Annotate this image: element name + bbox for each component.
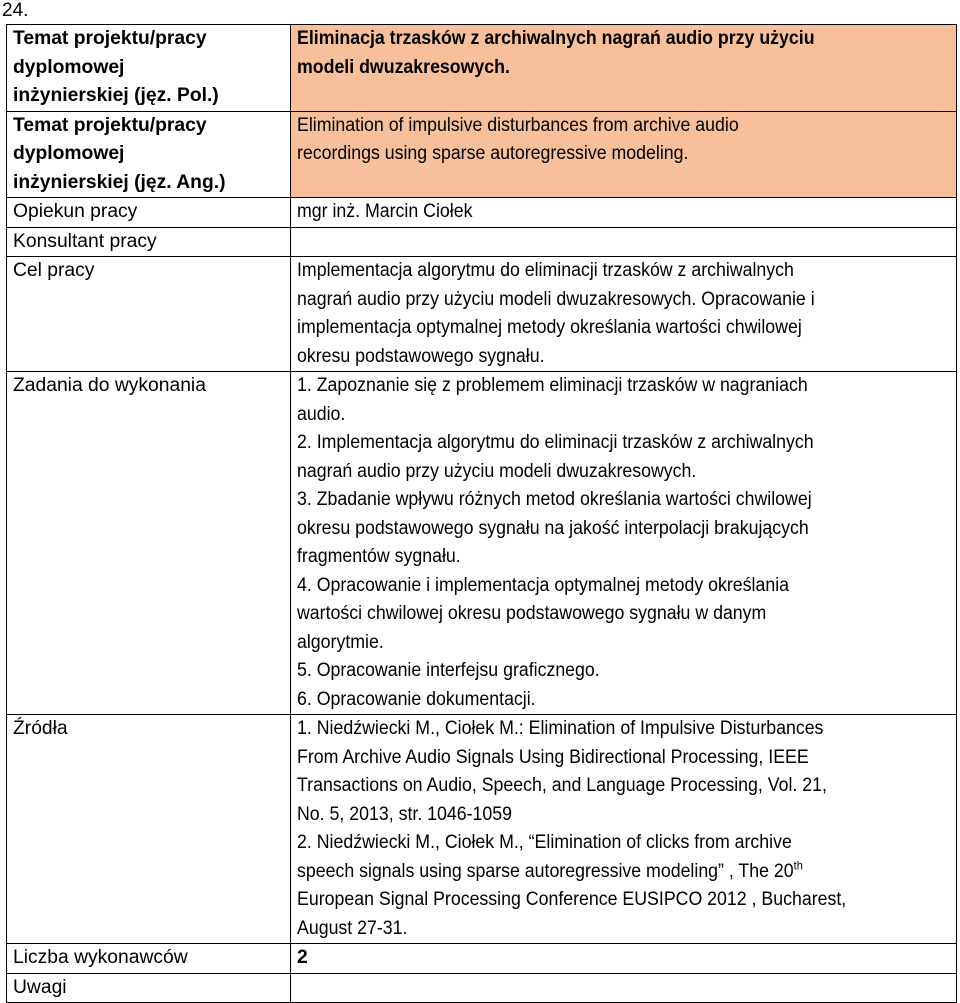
thesis-spec-table <box>6 24 957 1003</box>
value-supervisor: mgr inż. Marcin Ciołek <box>291 198 957 228</box>
value-topic-en: Elimination of impulsive disturbances from archive audio recordings using sparse autoregressive modeling. <box>291 111 957 198</box>
label-topic-pl: Temat projektu/pracy dyplomowej inżynierskiej (jęz. Pol.) <box>7 25 291 112</box>
label-sources: Źródła <box>7 715 291 944</box>
value-goal: Implementacja algorytmu do eliminacji trzasków z archiwalnych nagrań audio przy użyciu modeli dwuzakresowych. Opracowanie i implementacja optymalnej metody określania wartości chwilowej okresu podstawowego sygnału. <box>291 257 957 372</box>
value-sources: 1. Niedźwiecki M., Ciołek M.: Elimination of Impulsive Disturbances From Archive Audio Signals Using Bidirectional Processing, IEEE Transactions on Audio, Speech, and Language Processing, Vol. 21, No. 5, 2013, str. 1046-1059 2. Niedźwiecki M., Ciołek M., “Elimination of clicks from archive speech signals using sparse autoregressive modeling” , The 20th European Signal Processing Conference EUSIPCO 2012 , Bucharest, August 27-31. <box>291 715 957 944</box>
value-tasks: 1. Zapoznanie się z problemem eliminacji trzasków w nagraniach audio. 2. Implementacja algorytmu do eliminacji trzasków z archiwalnych nagrań audio przy użyciu modeli dwuzakresowych. 3. Zbadanie wpływu różnych metod określania wartości chwilowej okresu podstawowego sygnału na jakość interpolacji brakujących fragmentów sygnału. 4. Opracowanie i implementacja optymalnej metody określania wartości chwilowej okresu podstawowego sygnału w danym algorytmie. 5. Opracowanie interfejsu graficznego. 6. Opracowanie dokumentacji. <box>291 372 957 715</box>
value-notes <box>291 973 957 1003</box>
label-topic-en: Temat projektu/pracy dyplomowej inżynierskiej (jęz. Ang.) <box>7 111 291 198</box>
value-performers: 2 <box>291 944 957 974</box>
row-consultant <box>7 227 957 257</box>
label-performers: Liczba wykonawców <box>7 944 291 974</box>
value-consultant <box>291 227 957 257</box>
label-supervisor: Opiekun pracy <box>7 198 291 228</box>
row-notes <box>7 973 957 1003</box>
row-topic-en <box>7 111 957 198</box>
row-supervisor <box>7 198 957 228</box>
row-performers <box>7 944 957 974</box>
label-consultant: Konsultant pracy <box>7 227 291 257</box>
row-tasks <box>7 372 957 715</box>
document-number: 24. <box>2 0 29 21</box>
row-goal <box>7 257 957 372</box>
row-topic-pl <box>7 25 957 112</box>
label-notes: Uwagi <box>7 973 291 1003</box>
row-sources <box>7 715 957 944</box>
label-goal: Cel pracy <box>7 257 291 372</box>
label-tasks: Zadania do wykonania <box>7 372 291 715</box>
value-topic-pl: Eliminacja trzasków z archiwalnych nagrań audio przy użyciu modeli dwuzakresowych. <box>291 25 957 112</box>
